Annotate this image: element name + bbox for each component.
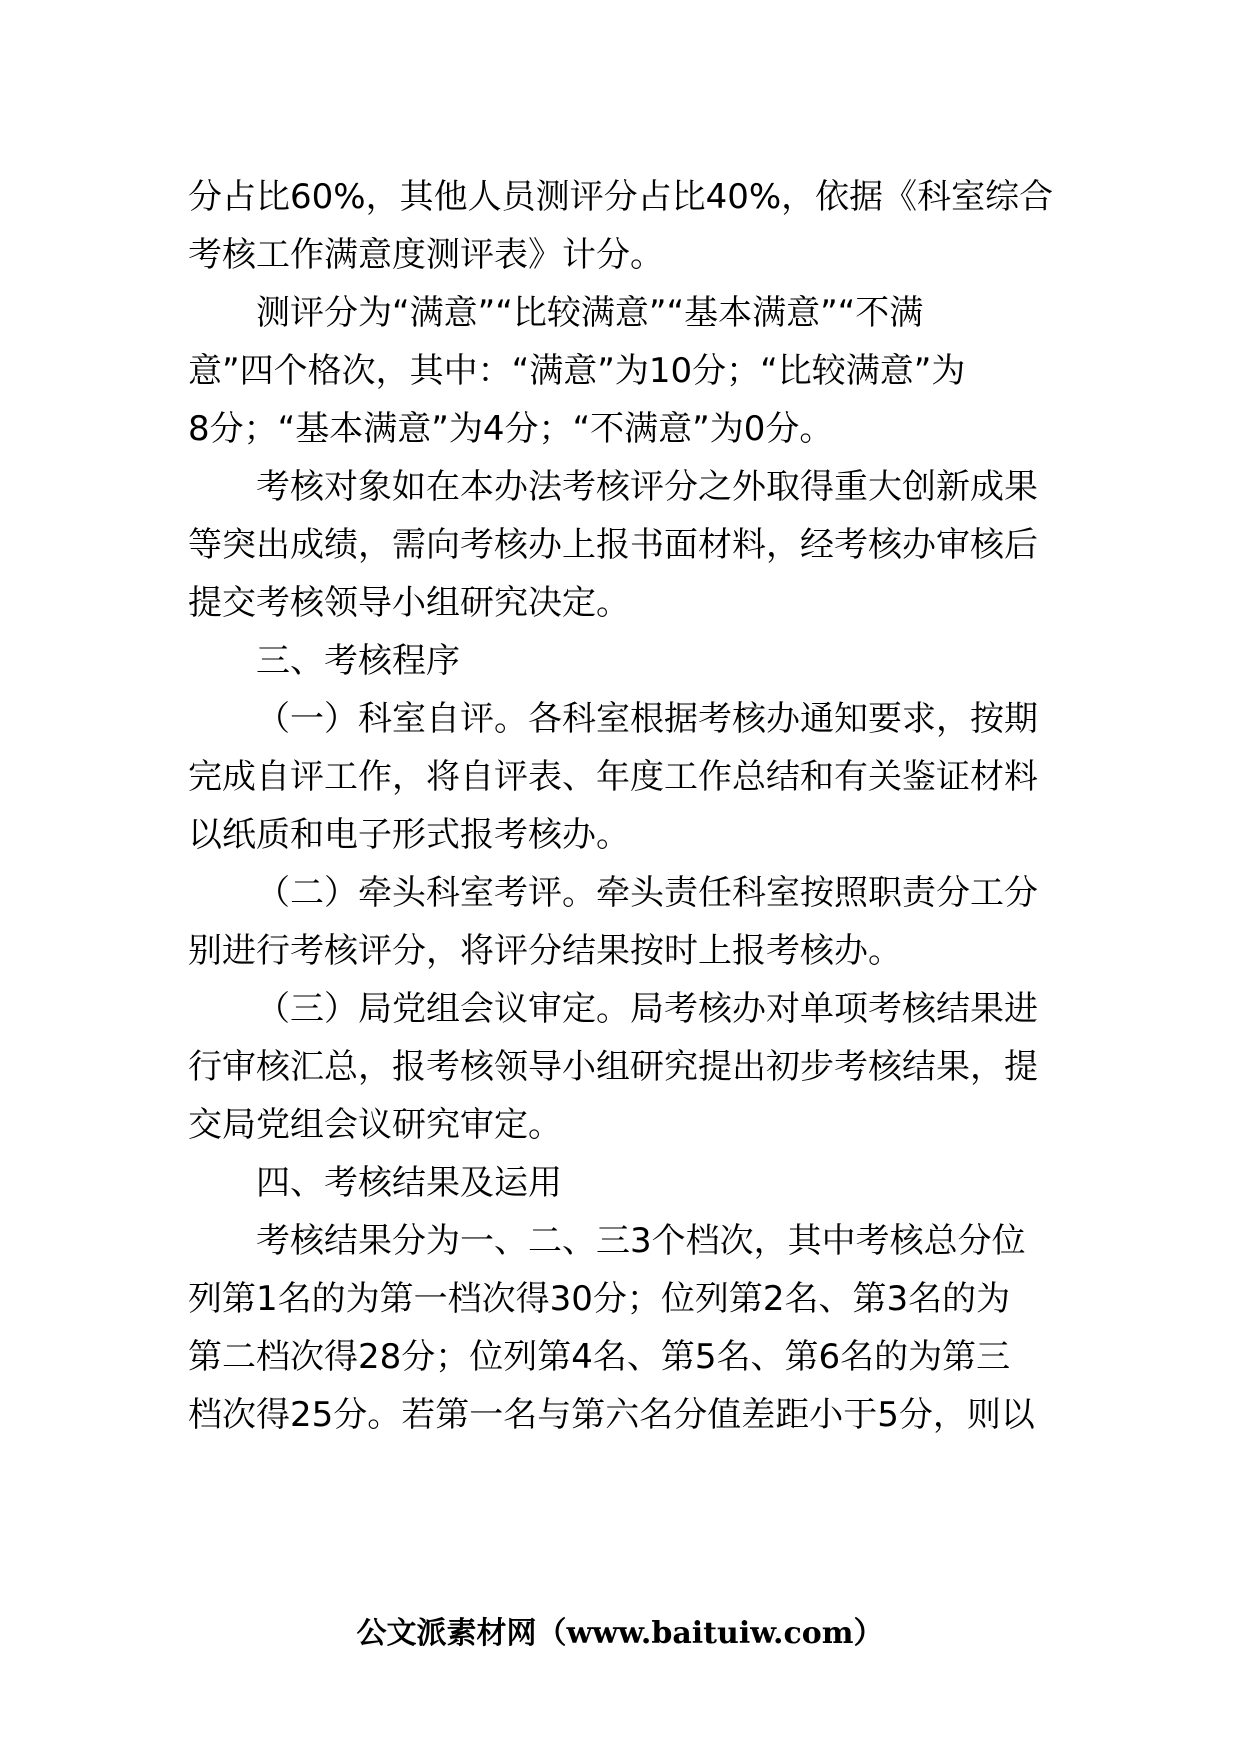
paragraph-line: 完成自评工作，将自评表、年度工作总结和有关鉴证材料 [188, 757, 1038, 797]
paragraph-line: 意”四个格次，其中：“满意”为10分；“比较满意”为 [188, 351, 966, 391]
paragraph-line: 等突出成绩，需向考核办上报书面材料，经考核办审核后 [188, 525, 1038, 565]
paragraph-line: 提交考核领导小组研究决定。 [188, 583, 630, 623]
paragraph-line: 测评分为“满意”“比较满意”“基本满意”“不满 [256, 293, 924, 333]
paragraph-line: 考核对象如在本办法考核评分之外取得重大创新成果 [256, 467, 1038, 507]
section-heading: 三、考核程序 [256, 641, 460, 681]
paragraph-line: 分占比60%，其他人员测评分占比40%，依据《科室综合 [188, 177, 1054, 217]
paragraph-line: 第二档次得28分；位列第4名、第5名、第6名的为第三 [188, 1337, 1011, 1377]
paragraph-line: 列第1名的为第一档次得30分；位列第2名、第3名的为 [188, 1279, 1011, 1319]
paragraph-line: （三）局党组会议审定。局考核办对单项考核结果进 [256, 989, 1038, 1029]
footer-watermark: 公文派素材网（www.baituiw.com） [356, 1616, 884, 1651]
paragraph-line: 档次得25分。若第一名与第六名分值差距小于5分，则以 [188, 1395, 1035, 1435]
paragraph-line: 以纸质和电子形式报考核办。 [188, 815, 630, 855]
paragraph-line: （一）科室自评。各科室根据考核办通知要求，按期 [256, 699, 1038, 739]
paragraph-line: （二）牵头科室考评。牵头责任科室按照职责分工分 [256, 873, 1038, 913]
section-heading: 四、考核结果及运用 [256, 1163, 562, 1203]
paragraph-line: 考核工作满意度测评表》计分。 [188, 235, 664, 275]
paragraph-line: 8分；“基本满意”为4分；“不满意”为0分。 [188, 409, 834, 449]
paragraph-line: 交局党组会议研究审定。 [188, 1105, 562, 1145]
paragraph-line: 考核结果分为一、二、三3个档次，其中考核总分位 [256, 1221, 1026, 1261]
paragraph-line: 别进行考核评分，将评分结果按时上报考核办。 [188, 931, 902, 971]
paragraph-line: 行审核汇总，报考核领导小组研究提出初步考核结果，提 [188, 1047, 1038, 1087]
